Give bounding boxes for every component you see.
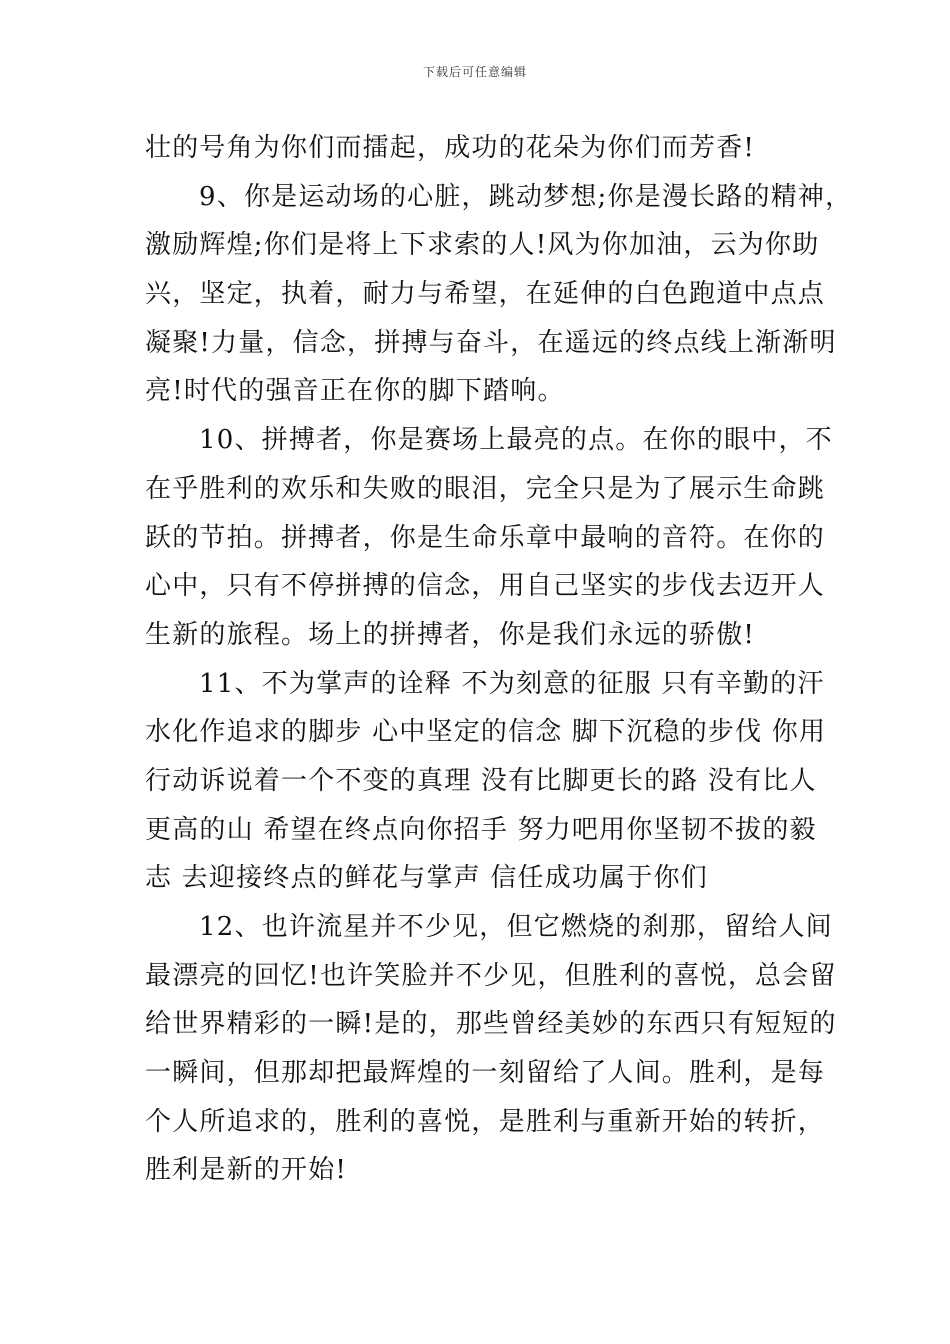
text-line: 12、也许流星并不少见，但它燃烧的刹那，留给人间: [199, 912, 833, 942]
text-line: 10、拼搏者，你是赛场上最亮的点。在你的眼中，不: [199, 425, 833, 456]
text-line: 一瞬间，但那却把最辉煌的一刻留给了人间。胜利，是每: [145, 1058, 826, 1089]
text-line: 给世界精彩的一瞬!是的，那些曾经美妙的东西只有短短的: [145, 1009, 837, 1040]
text-line: 9、你是运动场的心脏，跳动梦想;你是漫长路的精神，: [199, 181, 853, 212]
text-line: 个人所追求的，胜利的喜悦，是胜利与重新开始的转折，: [145, 1106, 826, 1137]
page-header: 下载后可任意编辑: [422, 65, 527, 79]
text-line: 跃的节拍。拼搏者，你是生命乐章中最响的音符。在你的: [145, 522, 826, 553]
text-line: 壮的号角为你们而擂起，成功的花朵为你们而芳香!: [145, 133, 756, 163]
text-line: 志 去迎接终点的鲜花与掌声 信任成功属于你们: [145, 863, 708, 894]
text-line: 兴，坚定，执着，耐力与希望，在延伸的白色跑道中点点: [145, 279, 826, 310]
text-line: 水化作追求的脚步 心中坚定的信念 脚下沉稳的步伐 你用: [145, 717, 827, 748]
document-body: [145, 124, 853, 1195]
text-line: 亮!时代的强音正在你的脚下踏响。: [145, 376, 565, 407]
text-line: 激励辉煌;你们是将上下求索的人!风为你加油，云为你助: [145, 230, 820, 261]
text-line: 行动诉说着一个不变的真理 没有比脚更长的路 没有比人: [145, 765, 817, 796]
text-line: 11、不为掌声的诠释 不为刻意的征服 只有辛勤的汗: [199, 668, 825, 699]
text-line: 生新的旅程。场上的拼搏者，你是我们永远的骄傲!: [145, 619, 756, 650]
text-line: 更高的山 希望在终点向你招手 努力吧用你坚韧不拔的毅: [145, 814, 817, 845]
text-line: 心中，只有不停拼搏的信念，用自己坚实的步伐去迈开人: [145, 571, 826, 602]
text-line: 凝聚!力量，信念，拼搏与奋斗，在遥远的终点线上渐渐明: [145, 327, 837, 358]
text-line: 在乎胜利的欢乐和失败的眼泪，完全只是为了展示生命跳: [145, 473, 826, 504]
text-line: 最漂亮的回忆!也许笑脸并不少见，但胜利的喜悦，总会留: [145, 960, 837, 991]
text-line: 胜利是新的开始!: [145, 1155, 348, 1186]
